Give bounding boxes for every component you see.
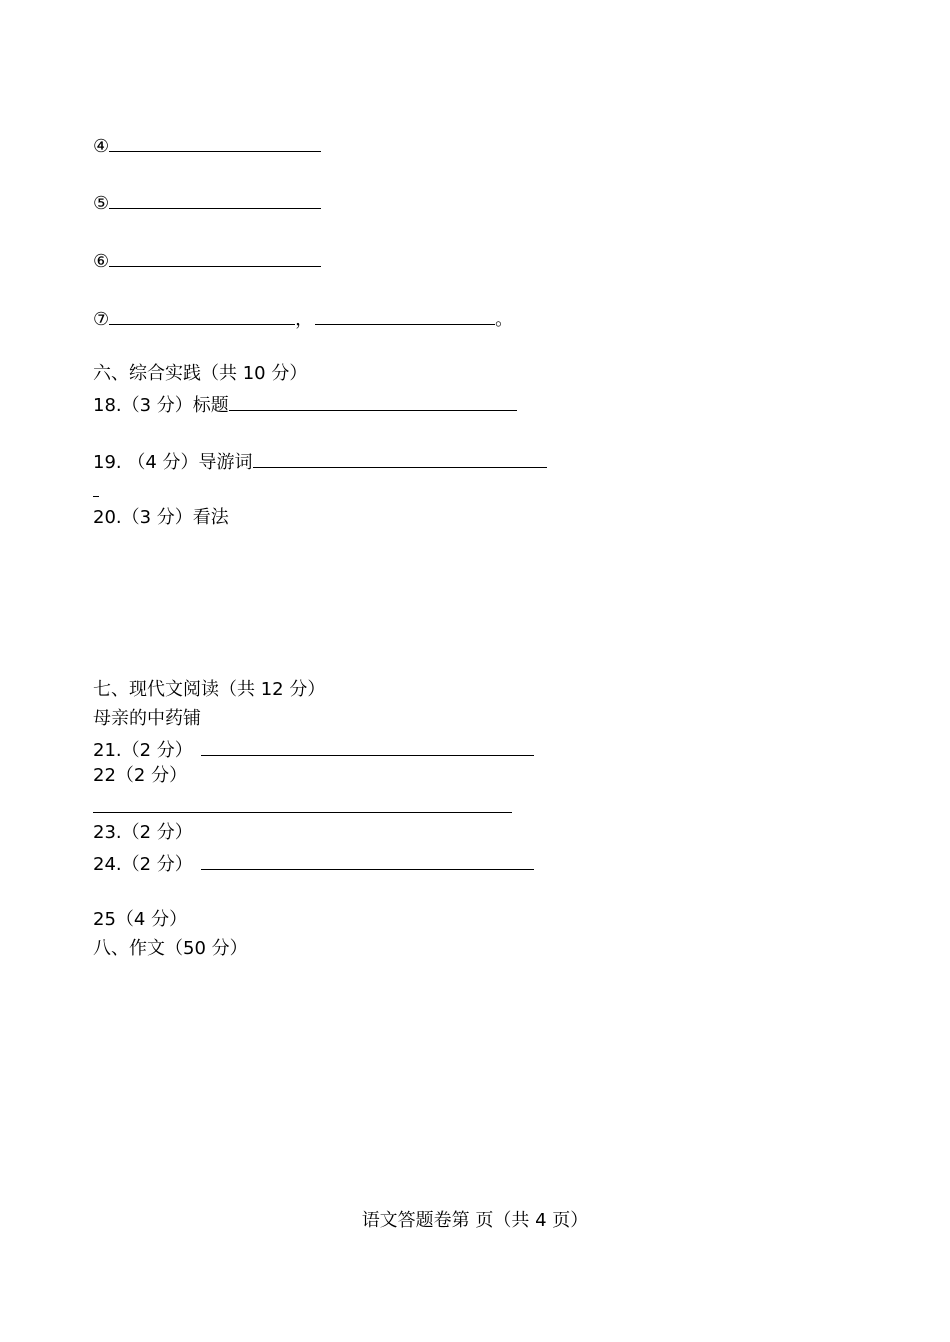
question-18-row — [93, 392, 517, 417]
question-22-answer[interactable] — [93, 812, 512, 813]
question-25-label: 25（4 分） — [93, 909, 188, 930]
blank-4-row — [93, 133, 321, 158]
section-six-heading: 六、综合实践（共 10 分） — [93, 363, 308, 384]
question-21-label: 21.（2 分） — [93, 740, 193, 761]
passage-title: 母亲的中药铺 — [93, 708, 201, 729]
question-18-label: 18.（3 分）标题 — [93, 395, 229, 416]
blank-7-marker: ⑦ — [93, 309, 110, 330]
blank-4-marker: ④ — [93, 136, 110, 157]
section-seven-heading: 七、现代文阅读（共 12 分） — [93, 679, 326, 700]
blank-6-field[interactable] — [109, 248, 321, 267]
blank-6-marker: ⑥ — [93, 251, 110, 272]
blank-7-separator: ， — [295, 309, 314, 330]
blank-5-marker: ⑤ — [93, 193, 110, 214]
question-20-label: 20.（3 分）看法 — [93, 507, 229, 528]
question-19-label: 19. （4 分）导游词 — [93, 452, 253, 473]
blank-5-field[interactable] — [109, 190, 321, 209]
stray-mark — [93, 496, 99, 497]
page-footer: 语文答题卷第 页（共 4 页） — [361, 1210, 589, 1231]
question-23-label: 23.（2 分） — [93, 822, 193, 843]
question-24-answer[interactable] — [201, 851, 534, 870]
question-22-label: 22（2 分） — [93, 765, 188, 786]
question-19-answer[interactable] — [253, 449, 547, 468]
blank-7-field-b[interactable] — [315, 306, 495, 325]
question-21-answer[interactable] — [201, 737, 534, 756]
blank-4-field[interactable] — [109, 133, 321, 152]
blank-7-end: 。 — [495, 309, 514, 330]
question-24-row — [93, 851, 534, 876]
blank-5-row — [93, 190, 321, 215]
question-19-row — [93, 449, 547, 474]
question-24-label: 24.（2 分） — [93, 854, 193, 875]
question-21-row — [93, 737, 534, 762]
blank-7-field-a[interactable] — [109, 306, 295, 325]
blank-6-row — [93, 248, 321, 273]
question-18-answer[interactable] — [229, 392, 517, 411]
blank-7-row — [93, 306, 513, 331]
section-eight-heading: 八、作文（50 分） — [93, 938, 248, 959]
